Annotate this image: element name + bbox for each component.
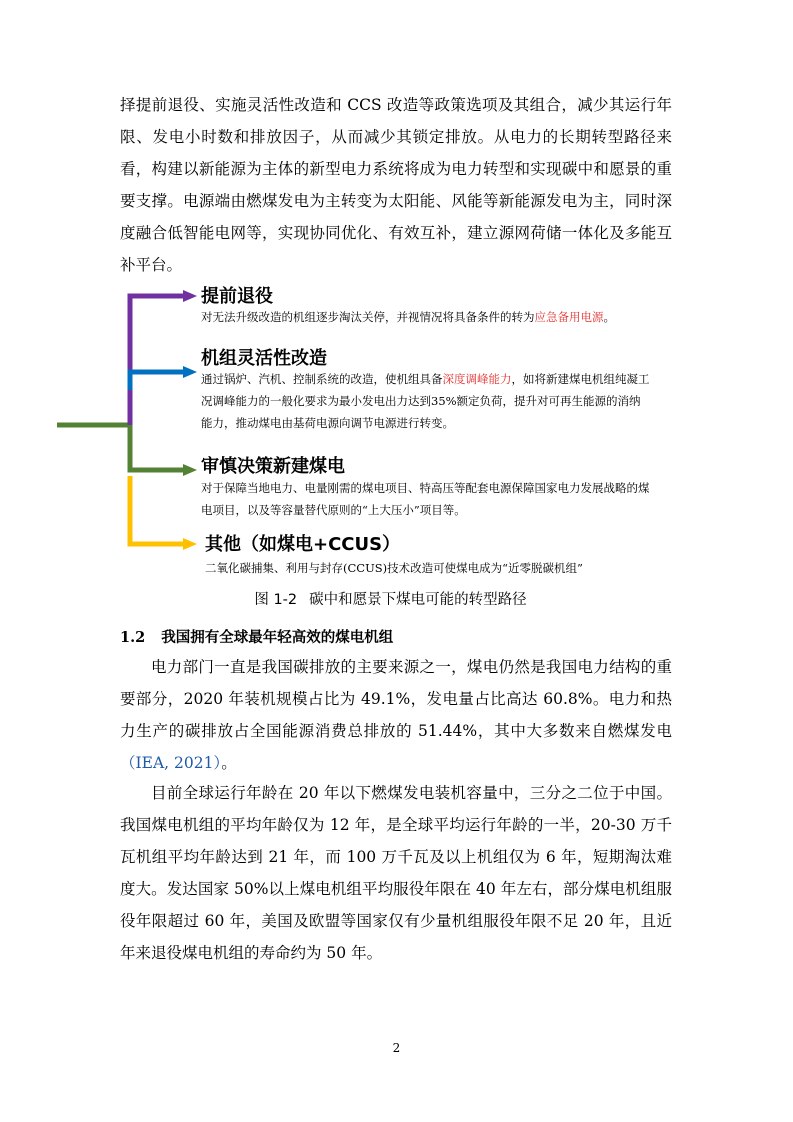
- branch-line-retire: [130, 296, 185, 425]
- item-desc-new-coal: 对于保障当地电力、电量刚需的煤电项目、特高压等配套电源保障国家电力发展战略的煤电项目，以及等容量替代原则的“上大压小”项目等。: [201, 481, 650, 517]
- item-desc-other: 二氧化碳捕集、利用与封存(CCUS)技术改造可使煤电成为“近零脱碳机组”: [205, 561, 583, 575]
- item-title-retire: 提前退役: [201, 286, 273, 307]
- body-paragraph-2: 目前全球运行年龄在 20 年以下燃煤发电装机容量中，三分之二位于中国。我国煤电机组的平均年龄仅为 12 年，是全球平均运行年龄的一半，20-30 万千瓦机组平均年龄达到 21 年，而 100 万千瓦及以上机组仅为 6 年，短期淘汰难度大。发达国家 50%以上煤电机组平均服役年限在 40 年左右，部分煤电机组服役年限超过 60 年，美国及欧盟等国家仅有少量机组服役年限不足 20 年，且近年来退役煤电机组的寿命约为 50 年。: [120, 784, 672, 962]
- figure-caption-text: 碳中和愿景下煤电可能的转型路径: [309, 592, 527, 608]
- arrow-head-flex: [183, 366, 197, 378]
- intro-paragraph: 择提前退役、实施灵活性改造和 CCS 改造等政策选项及其组合，减少其运行年限、发电小时数和排放因子，从而减少其锁定排放。从电力的长期转型路径来看，构建以新能源为主体的新型电力系统将成为电力转型和实现碳中和愿景的重要支撑。电源端由燃煤发电为主转变为太阳能、风能等新能源发电为主，同时深度融合低智能电网等，实现协同优化、有效互补，建立源网荷储一体化及多能互补平台。: [120, 96, 672, 274]
- body-paragraph-1: 电力部门一直是我国碳排放的主要来源之一，煤电仍然是我国电力结构的重要部分，2020 年装机规模占比为 49.1%，发电量占比高达 60.8%。电力和热力生产的碳排放占全国能源消费总排放的 51.44%，其中大多数来自燃煤发电（IEA, 2021）。: [120, 658, 672, 772]
- arrow-head-new: [183, 464, 197, 476]
- item-title-other: 其他（如煤电+CCUS）: [205, 534, 401, 555]
- item-title-new-coal: 审慎决策新建煤电: [201, 456, 345, 477]
- item-desc-retire: 对无法升级改造的机组逐步淘汰关停，并视情况将具备条件的转为应急备用电源。: [201, 310, 615, 324]
- transition-path-diagram: [0, 280, 793, 580]
- item-desc-flex: 通过锅炉、汽机、控制系统的改造，使机组具备深度调峰能力，如将新建煤电机组纯凝工况调峰能力的一般化要求为最小发电出力达到35%额定负荷，提升对可再生能源的消纳能力，推动煤电由基荷电源向调节电源进行转变。: [201, 372, 650, 430]
- page-number: 2: [392, 1041, 401, 1055]
- arrow-head-retire: [183, 290, 197, 302]
- arrow-head-other: [183, 538, 197, 550]
- branch-line-new: [130, 425, 185, 470]
- branch-line-other: [130, 476, 185, 544]
- citation-iea: （IEA, 2021）: [120, 754, 222, 772]
- section-title: 我国拥有全球最年轻高效的煤电机组: [161, 630, 394, 646]
- item-title-flex: 机组灵活性改造: [201, 348, 327, 369]
- figure-label: 图 1-2: [254, 592, 298, 608]
- section-heading: [120, 626, 393, 647]
- figure-caption: [0, 588, 793, 609]
- branch-line-flex: [130, 372, 185, 390]
- section-number: 1.2: [120, 629, 146, 646]
